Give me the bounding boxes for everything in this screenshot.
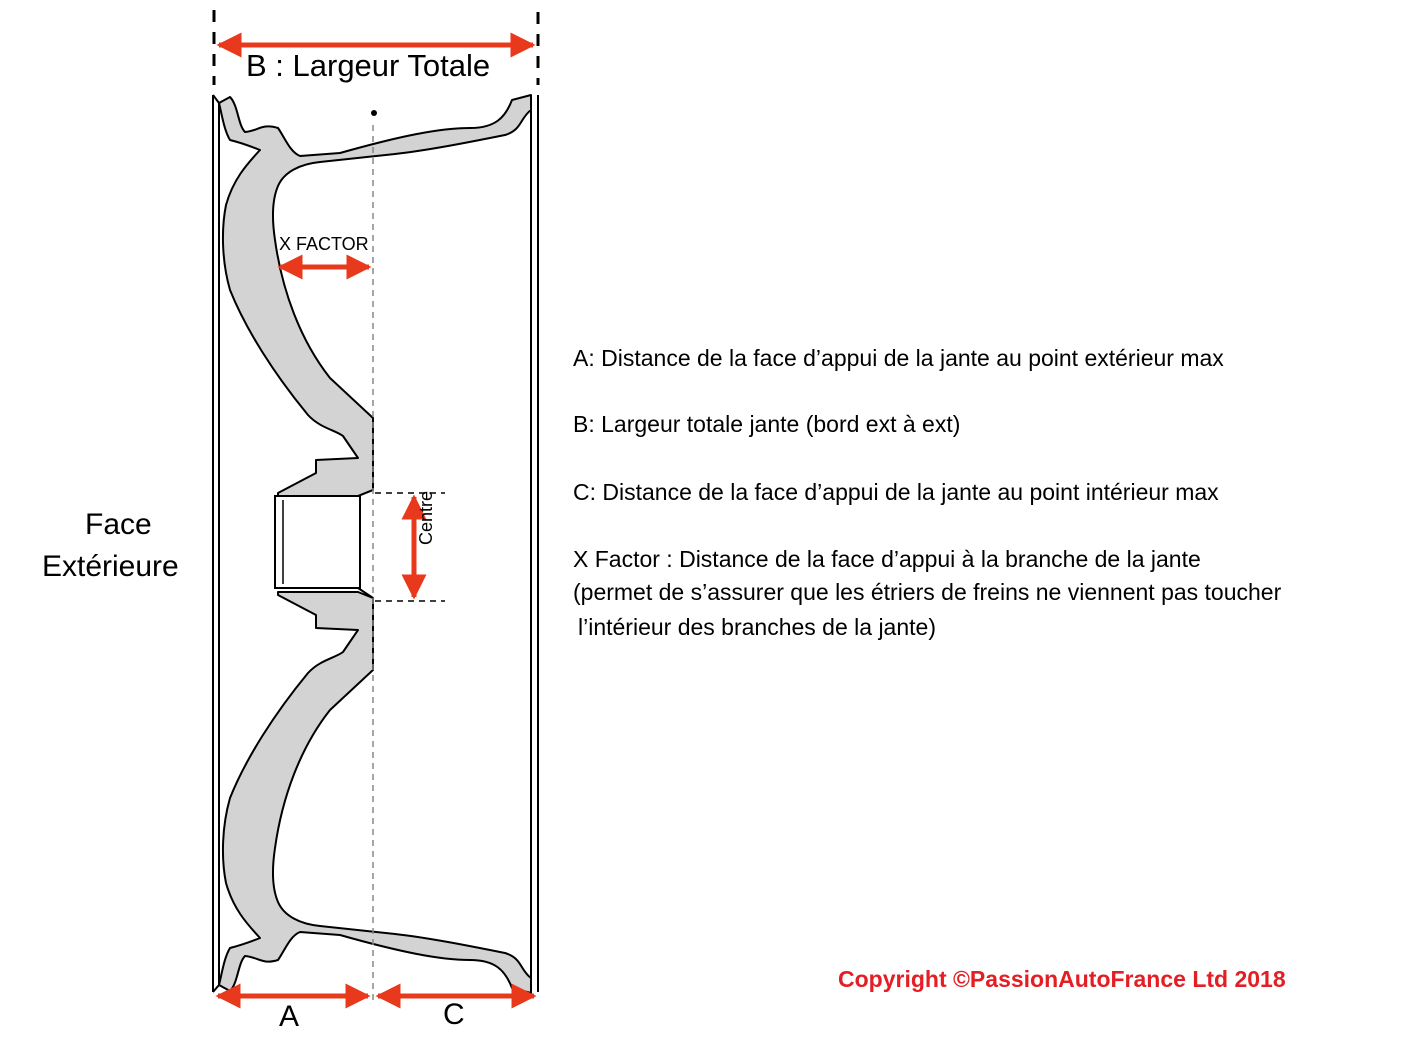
definition-a: A: Distance de la face d’appui de la jante au point extérieur max: [573, 345, 1224, 371]
definition-x-factor-line2: (permet de s’assurer que les étriers de freins ne viennent pas toucher: [573, 579, 1282, 605]
x-factor-label: X FACTOR: [279, 234, 369, 254]
definition-c: C: Distance de la face d’appui de la jante au point intérieur max: [573, 479, 1219, 505]
wheel-top-half: [219, 95, 531, 496]
definition-b: B: Largeur totale jante (bord ext à ext): [573, 411, 961, 437]
definition-x-factor-line3: l’intérieur des branches de la jante): [578, 614, 936, 640]
total-width-title: B : Largeur Totale: [246, 48, 491, 83]
mounting-face-dot: [371, 110, 377, 116]
hub-bore: [275, 496, 360, 588]
centre-label: Centre: [416, 490, 436, 545]
face-label-line1: Face: [85, 508, 152, 541]
measure-c-label: C: [443, 998, 465, 1031]
copyright-notice: Copyright ©PassionAutoFrance Ltd 2018: [838, 966, 1286, 992]
wheel-cross-section: [219, 95, 531, 993]
definition-x-factor-line1: X Factor : Distance de la face d’appui à la branche de la jante: [573, 546, 1201, 572]
face-label-line2: Extérieure: [42, 550, 179, 583]
measure-a-label: A: [279, 1000, 300, 1033]
